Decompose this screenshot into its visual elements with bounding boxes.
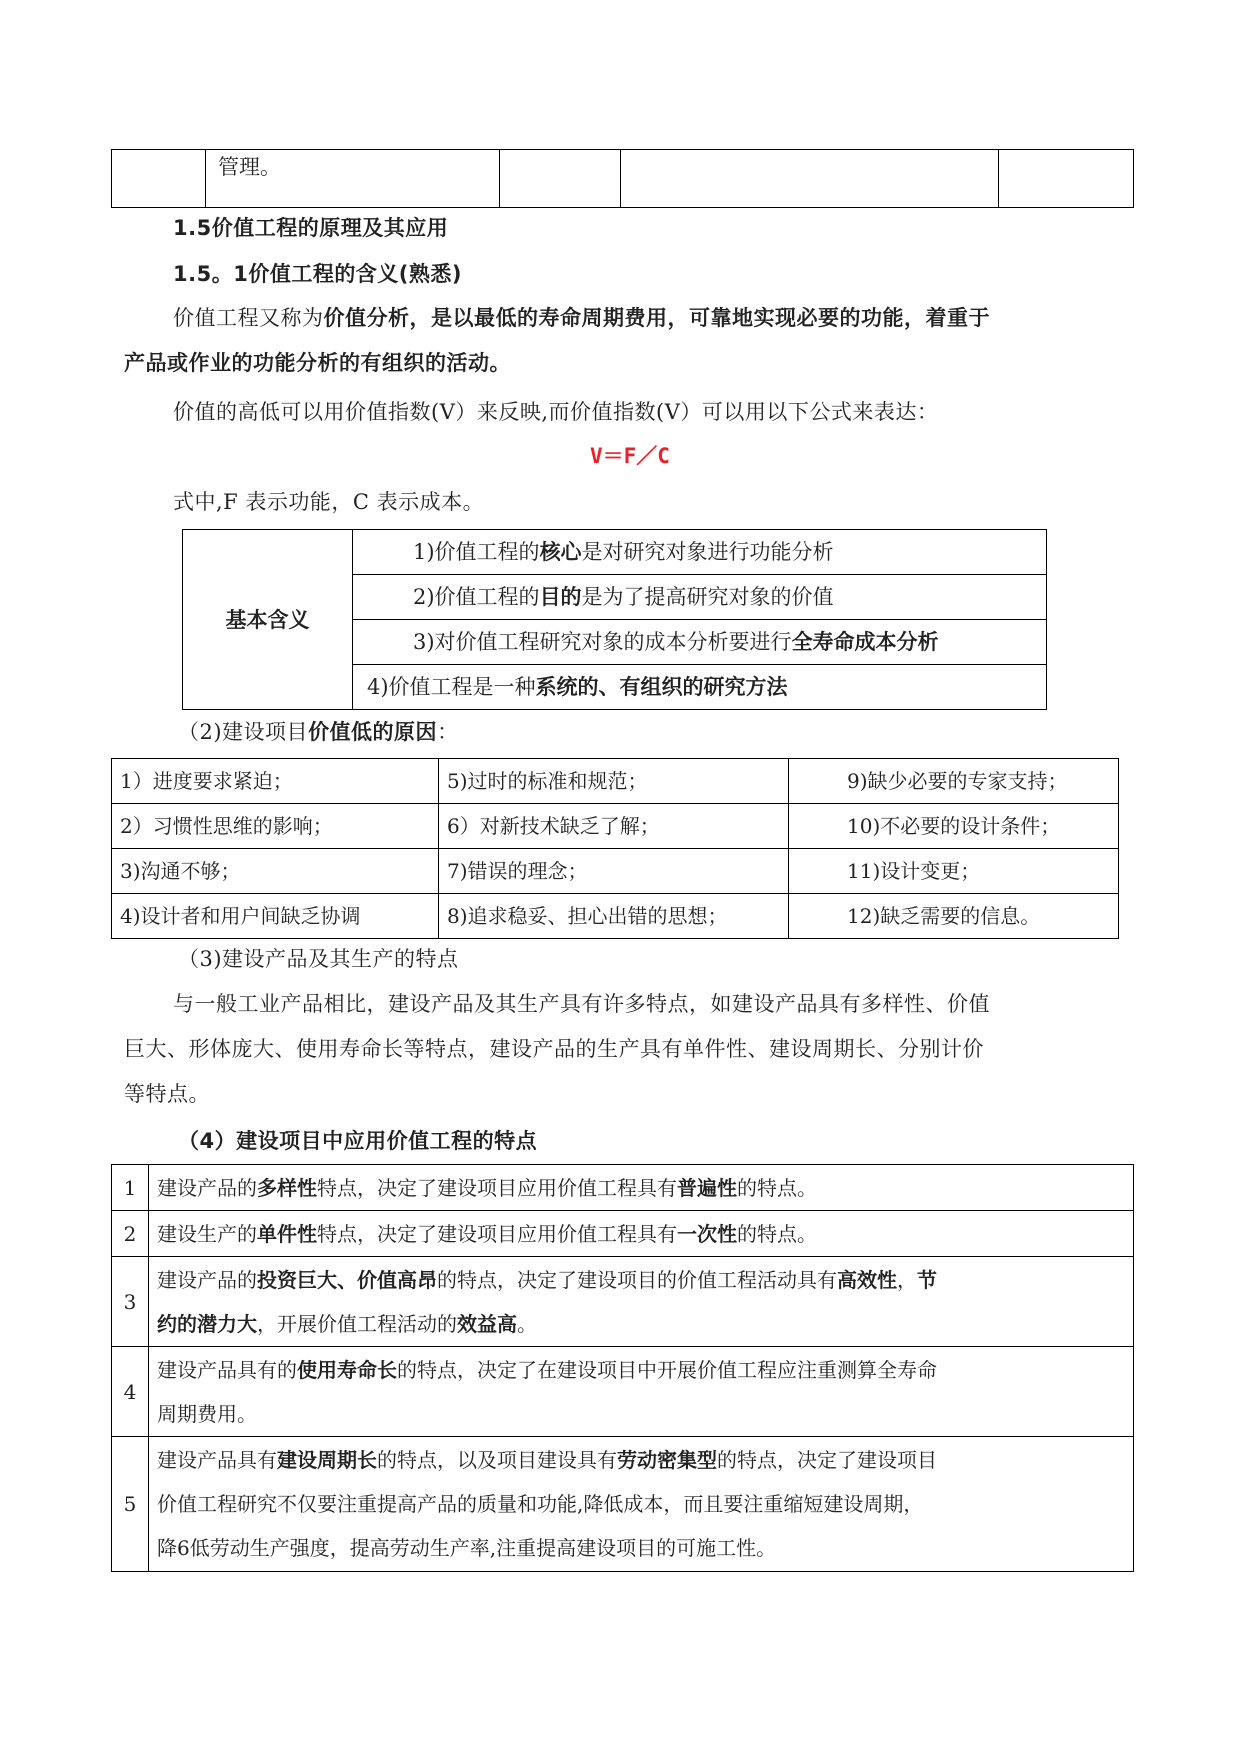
reason-cell: 4)设计者和用户间缺乏协调 [112, 894, 439, 939]
item-text: 是为了提高研究对象的价值 [581, 585, 834, 609]
ve-text-bold: 使用寿命长 [297, 1357, 397, 1382]
ve-text: 的特点，决定了建设项目 [717, 1448, 937, 1472]
ve-text: ， [897, 1267, 917, 1292]
paragraph-definition-line2: 产品或作业的功能分析的有组织的活动。 [124, 351, 511, 375]
ve-row-text [149, 1437, 1134, 1572]
ve-text: 的特点，决定了在建设项目中开展价值工程应注重测算全寿命 [397, 1357, 937, 1382]
low-value-heading-bold: 价值低的原因 [308, 720, 438, 744]
ve-text-bold: 多样性 [257, 1175, 317, 1200]
low-value-table [111, 758, 1119, 939]
basic-meaning-item [353, 530, 1047, 575]
ve-text: 建设生产的 [157, 1221, 257, 1246]
subsection-heading: 1.5。1价值工程的含义(熟悉) [173, 262, 463, 286]
low-value-heading [178, 716, 459, 746]
ve-text: 建设产品具有的 [157, 1357, 297, 1382]
ve-row-line [157, 1438, 1125, 1482]
paragraph-definition-bold: 价值分析，是以最低的寿命周期费用，可靠地实现必要的功能，着重于 [323, 306, 990, 330]
ve-row-line [157, 1166, 1125, 1210]
ve-text-bold: 劳动密集型 [617, 1448, 717, 1472]
ve-text-bold: 约的潜力大 [157, 1311, 257, 1336]
section-heading: 1.5价值工程的原理及其应用 [173, 216, 449, 240]
ve-row-line [157, 1212, 1125, 1256]
features-heading: （3)建设产品及其生产的特点 [178, 947, 459, 971]
item-text: 4)价值工程是一种 [367, 675, 536, 699]
item-bold: 核心 [539, 540, 582, 564]
ve-text: 建设产品的 [157, 1175, 257, 1200]
reason-cell: 11)设计变更； [789, 849, 1119, 894]
ve-text: 的特点。 [737, 1175, 817, 1200]
item-text: 3)对价值工程研究对象的成本分析要进行 [413, 630, 792, 654]
ve-table [111, 1164, 1134, 1572]
reason-cell: 5)过时的标准和规范； [439, 759, 789, 804]
ve-text-bold: 高效性 [837, 1267, 897, 1292]
basic-meaning-item [353, 665, 1047, 710]
ve-text: ，开展价值工程活动的 [257, 1311, 457, 1336]
ve-row-line [157, 1348, 1125, 1392]
ve-heading-text: （4）建设项目中应用价值工程的特点 [178, 1129, 538, 1153]
item-text: 2)价值工程的 [413, 585, 540, 609]
ve-text: 降6低劳动生产强度，提高劳动生产率,注重提高建设项目的可施工性。 [157, 1536, 777, 1560]
top-table-cell [621, 150, 999, 208]
basic-meaning-item [353, 575, 1047, 620]
reason-cell: 10)不必要的设计条件； [789, 804, 1119, 849]
top-table-cell [500, 150, 621, 208]
item-text: 是对研究对象进行功能分析 [581, 540, 834, 564]
ve-row-number: 1 [112, 1165, 149, 1211]
ve-row-line [157, 1482, 1125, 1526]
ve-text: 特点，决定了建设项目应用价值工程具有 [317, 1221, 677, 1246]
ve-row-text [149, 1165, 1134, 1211]
ve-row-line [157, 1302, 1125, 1346]
reason-cell: 12)缺乏需要的信息。 [789, 894, 1119, 939]
reason-cell: 2）习惯性思维的影响； [112, 804, 439, 849]
ve-text-bold: 节 [917, 1267, 937, 1292]
item-bold: 全寿命成本分析 [791, 630, 939, 654]
reason-cell: 3)沟通不够； [112, 849, 439, 894]
ve-text-bold: 投资巨大、价值高昂 [257, 1267, 437, 1292]
ve-row-text [149, 1211, 1134, 1257]
features-line-1: 与一般工业产品相比，建设产品及其生产具有许多特点，如建设产品具有多样性、价值 [173, 992, 990, 1016]
ve-text: 周期费用。 [157, 1401, 257, 1426]
item-bold: 目的 [539, 585, 582, 609]
reason-cell: 9)缺少必要的专家支持； [789, 759, 1119, 804]
features-line-2: 巨大、形体庞大、使用寿命长等特点，建设产品的生产具有单件性、建设周期长、分别计价 [124, 1037, 984, 1061]
paragraph-value-index: 价值的高低可以用价值指数(V）来反映,而价值指数(V）可以用以下公式来表达： [173, 400, 939, 424]
paragraph-definition-lead: 价值工程又称为 [173, 306, 324, 330]
basic-meaning-label: 基本含义 [183, 530, 353, 710]
ve-text: 建设产品具有 [157, 1448, 277, 1472]
ve-text: 的特点。 [737, 1221, 817, 1246]
ve-row-line [157, 1392, 1125, 1436]
basic-meaning-item [353, 620, 1047, 665]
reason-cell: 7)错误的理念； [439, 849, 789, 894]
basic-meaning-table [182, 529, 1047, 710]
formula: V＝F／C [590, 444, 670, 468]
top-table-text: 管理。 [218, 155, 281, 179]
ve-text: 的特点，决定了建设项目的价值工程活动具有 [437, 1267, 837, 1292]
ve-text-bold: 建设周期长 [277, 1448, 377, 1472]
low-value-heading-pre: （2)建设项目 [178, 720, 309, 744]
ve-text: 建设产品的 [157, 1267, 257, 1292]
ve-text-bold: 单件性 [257, 1221, 317, 1246]
paragraph-formula-legend: 式中,F 表示功能，C 表示成本。 [173, 490, 485, 514]
ve-text: 特点，决定了建设项目应用价值工程具有 [317, 1175, 677, 1200]
ve-row-line [157, 1258, 1125, 1302]
top-table-cell [206, 150, 500, 208]
ve-text: 。 [517, 1311, 537, 1336]
item-bold: 系统的、有组织的研究方法 [535, 675, 788, 699]
features-line-3: 等特点。 [124, 1082, 210, 1106]
ve-text: 价值工程研究不仅要注重提高产品的质量和功能,降低成本，而且要注重缩短建设周期， [157, 1492, 924, 1516]
ve-row-text [149, 1347, 1134, 1437]
ve-row-text [149, 1257, 1134, 1347]
ve-row-number: 4 [112, 1347, 149, 1437]
top-table-cell [112, 150, 206, 208]
top-table-cell [999, 150, 1134, 208]
ve-row-number: 2 [112, 1211, 149, 1257]
ve-text-bold: 一次性 [677, 1221, 737, 1246]
top-table [111, 149, 1134, 208]
reason-cell: 8)追求稳妥、担心出错的思想； [439, 894, 789, 939]
ve-row-number: 3 [112, 1257, 149, 1347]
ve-row-line [157, 1526, 1125, 1570]
ve-text-bold: 效益高 [457, 1311, 517, 1336]
ve-heading [178, 1125, 537, 1155]
ve-row-number: 5 [112, 1437, 149, 1572]
paragraph-definition [173, 302, 990, 332]
reason-cell: 1）进度要求紧迫； [112, 759, 439, 804]
ve-text: 的特点，以及项目建设具有 [377, 1448, 617, 1472]
ve-text-bold: 普遍性 [677, 1175, 737, 1200]
item-text: 1)价值工程的 [413, 540, 540, 564]
reason-cell: 6）对新技术缺乏了解； [439, 804, 789, 849]
low-value-heading-post: ： [437, 720, 459, 744]
